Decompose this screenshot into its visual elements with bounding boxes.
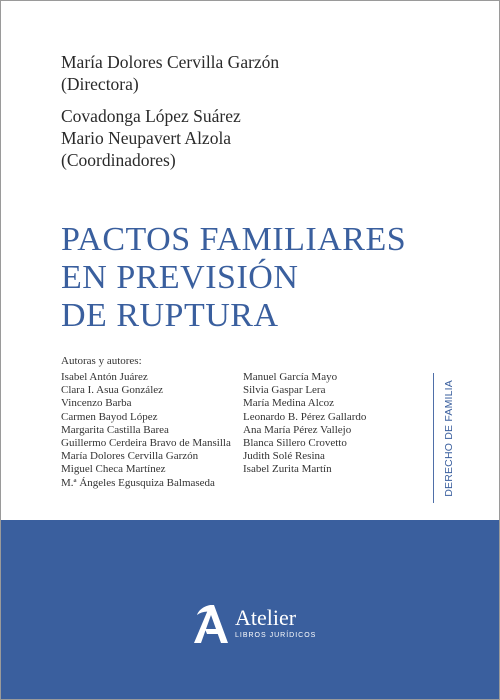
publisher-logo [191, 601, 316, 645]
collection-divider [433, 373, 434, 503]
title-line: PACTOS FAMILIARES [61, 221, 407, 258]
director-name: María Dolores Cervilla Garzón [61, 52, 280, 72]
author-name: M.ª Ángeles Egusquiza Balmaseda [61, 476, 215, 489]
author-name: Guillermo Cerdeira Bravo de Mansilla [61, 437, 231, 450]
publisher-tagline: LIBROS JURÍDICOS [235, 632, 317, 639]
collection-name: DERECHO DE FAMILIA [443, 379, 455, 497]
publisher-name: Atelier [235, 605, 297, 630]
author-name: Judith Solé Resina [243, 450, 325, 463]
author-name: Ana María Pérez Vallejo [243, 423, 352, 436]
authors-column-left [61, 371, 231, 490]
author-name: María Medina Alcoz [243, 397, 335, 410]
atelier-a-logo-icon [191, 601, 231, 645]
title-line: EN PREVISIÓN [61, 259, 299, 296]
authors-label: Autoras y autores: [61, 355, 142, 367]
coordinators-role: (Coordinadores) [61, 150, 176, 170]
author-name: Clara I. Asua González [61, 384, 164, 397]
authors-column-right [243, 371, 366, 477]
credits-block [61, 51, 279, 171]
collection-label [442, 373, 456, 503]
coordinator-name: Mario Neupavert Alzola [61, 128, 232, 148]
author-name: Isabel Zurita Martín [243, 463, 332, 476]
coordinator-name: Covadonga López Suárez [61, 106, 241, 126]
book-title [61, 221, 406, 335]
author-name: Carmen Bayod López [61, 410, 158, 423]
author-name: Vincenzo Barba [61, 397, 132, 410]
director-role: (Directora) [61, 74, 139, 94]
author-name: Blanca Sillero Crovetto [243, 437, 347, 450]
author-name: María Dolores Cervilla Garzón [61, 450, 199, 463]
author-name: Isabel Antón Juárez [61, 371, 148, 383]
author-name: Manuel García Mayo [243, 371, 338, 383]
author-name: Margarita Castilla Barea [61, 423, 169, 436]
author-name: Silvia Gaspar Lera [243, 384, 326, 397]
author-name: Miguel Checa Martínez [61, 463, 166, 476]
title-line: DE RUPTURA [61, 297, 279, 334]
author-name: Leonardo B. Pérez Gallardo [243, 410, 367, 423]
